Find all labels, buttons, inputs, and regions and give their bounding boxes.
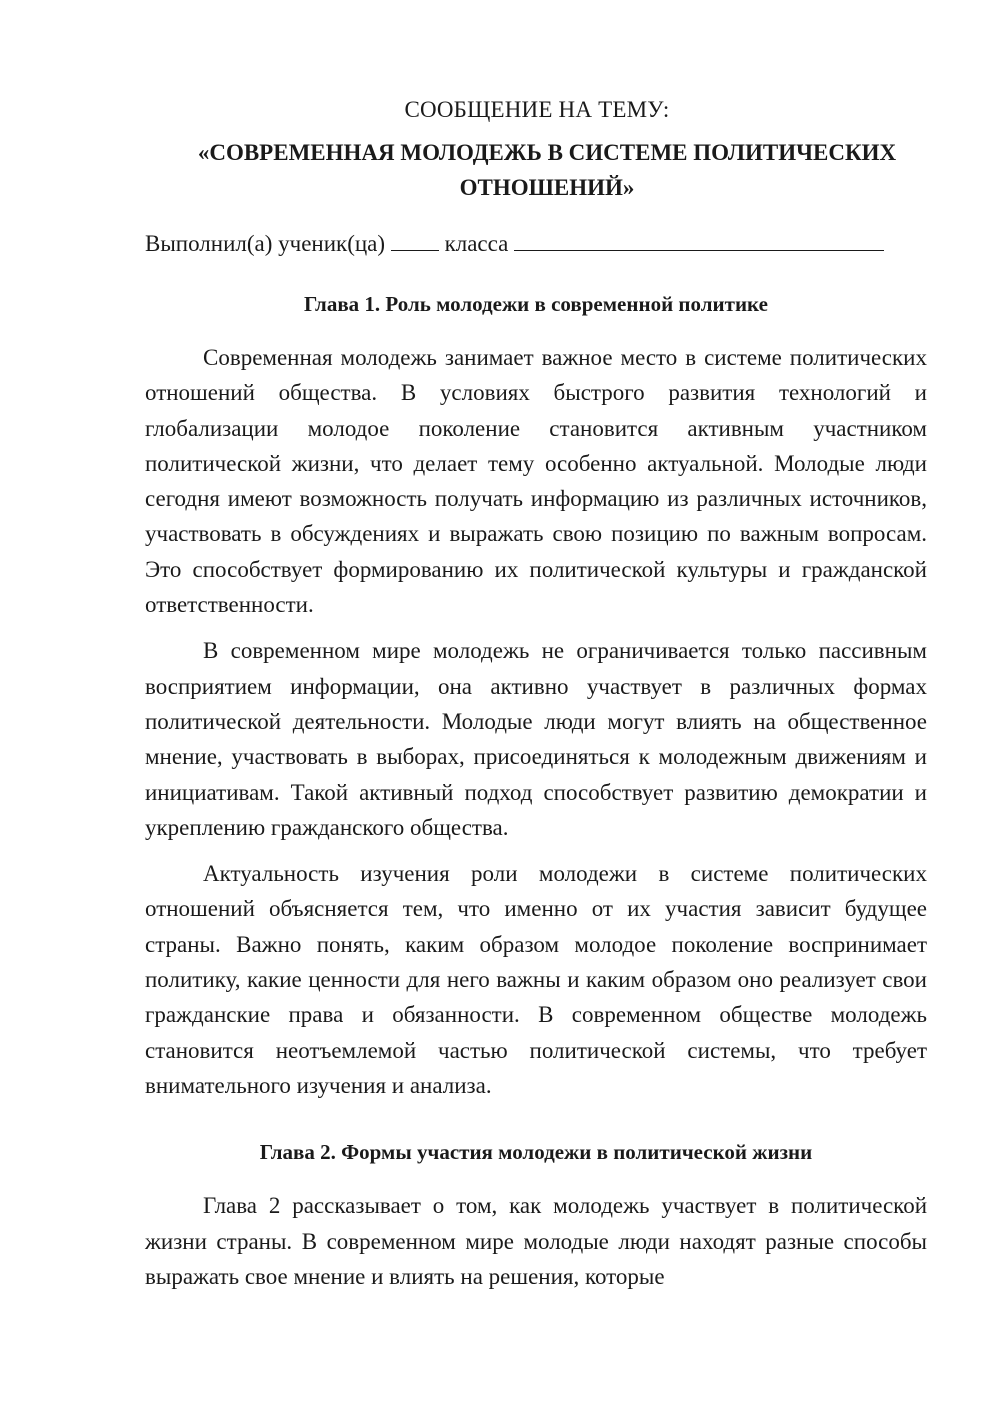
- author-line: [145, 229, 927, 259]
- performed-by-label: Выполнил(а) ученик(ца): [145, 231, 386, 256]
- chapter-2-title: Глава 2. Формы участия молодежи в политической жизни: [259, 1140, 813, 1165]
- chapter-1-paragraph-2: В современном мире молодежь не ограничивается только пассивным восприятием информации, она активно участвует в различных формах политической деятельности. Молодые люди могут влиять на общественное мнение, участвовать в выборах, присоединяться к молодежным движениям и инициативам. Такой активный подход способствует развитию демократии и укреплению гражданского общества.: [145, 638, 927, 840]
- class-number-blank: [391, 230, 439, 251]
- author-name-blank: [514, 230, 884, 251]
- chapter-2-paragraph-1: Глава 2 рассказывает о том, как молодежь участвует в политической жизни страны. В современном мире молодые люди находят разные способы выражать свое мнение и влиять на решения, которые: [145, 1193, 927, 1289]
- document-content: [145, 95, 927, 1294]
- chapter-1-title: Глава 1. Роль молодежи в современной политике: [304, 292, 768, 316]
- chapter-1-paragraph-1: Современная молодежь занимает важное место в системе политических отношений общества. В условиях быстрого развития технологий и глобализации молодое поколение становится активным участником политической жизни, что делает тему особенно актуальной. Молодые люди сегодня имеют возможность получать информацию из различных источников, участвовать в обсуждениях и выражать свою позицию по важным вопросам. Это способствует формированию их политической культуры и гражданской ответственности.: [145, 345, 927, 618]
- document-topic: «СОВРЕМЕННАЯ МОЛОДЕЖЬ В СИСТЕМЕ ПОЛИТИЧЕСКИХ ОТНОШЕНИЙ»: [197, 140, 897, 200]
- class-label: класса: [444, 231, 509, 256]
- document-subject: СООБЩЕНИЕ НА ТЕМУ:: [404, 97, 670, 122]
- chapter-1-paragraph-3: Актуальность изучения роли молодежи в системе политических отношений объясняется тем, что именно от их участия зависит будущее страны. Важно понять, каким образом молодое поколение воспринимает политику, какие ценности для него важны и каким образом оно реализует свои гражданские права и обязанности. В современном обществе молодежь становится неотъемлемой частью политической системы, что требует внимательного изучения и анализа.: [145, 861, 927, 1098]
